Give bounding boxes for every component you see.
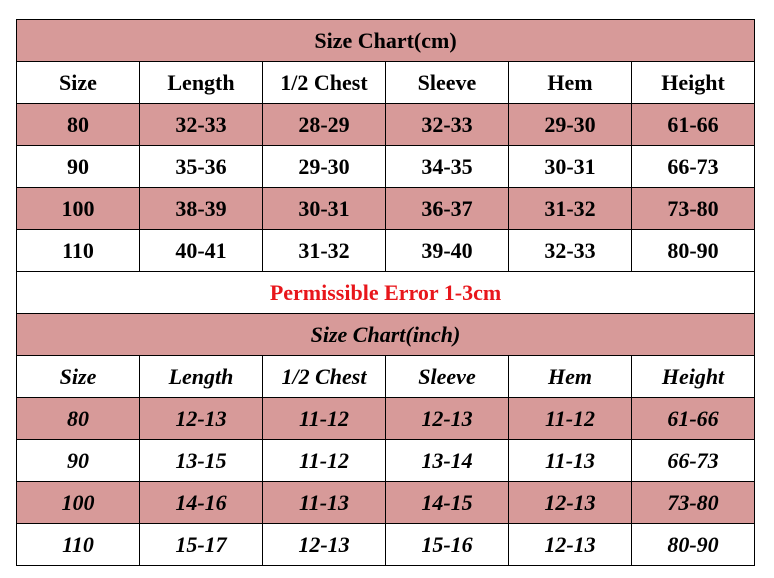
cm-cell-height: 80-90 bbox=[632, 230, 755, 272]
inch-chart-title: Size Chart(inch) bbox=[17, 314, 755, 356]
cm-header-height: Height bbox=[632, 62, 755, 104]
inch-cell-half-chest: 11-12 bbox=[263, 398, 386, 440]
inch-cell-size: 100 bbox=[17, 482, 140, 524]
inch-cell-height: 61-66 bbox=[632, 398, 755, 440]
inch-header-size: Size bbox=[17, 356, 140, 398]
table-row bbox=[17, 440, 755, 482]
inch-header-sleeve: Sleeve bbox=[386, 356, 509, 398]
inch-cell-height: 73-80 bbox=[632, 482, 755, 524]
cm-cell-height: 61-66 bbox=[632, 104, 755, 146]
cm-title-row bbox=[17, 20, 755, 62]
cm-cell-half-chest: 30-31 bbox=[263, 188, 386, 230]
inch-cell-size: 80 bbox=[17, 398, 140, 440]
cm-cell-size: 110 bbox=[17, 230, 140, 272]
cm-cell-hem: 31-32 bbox=[509, 188, 632, 230]
cm-cell-size: 80 bbox=[17, 104, 140, 146]
cm-cell-length: 40-41 bbox=[140, 230, 263, 272]
inch-cell-sleeve: 13-14 bbox=[386, 440, 509, 482]
size-chart-table bbox=[16, 19, 755, 566]
cm-header-hem: Hem bbox=[509, 62, 632, 104]
cm-cell-hem: 29-30 bbox=[509, 104, 632, 146]
cm-cell-length: 32-33 bbox=[140, 104, 263, 146]
inch-header-length: Length bbox=[140, 356, 263, 398]
inch-cell-size: 110 bbox=[17, 524, 140, 566]
inch-cell-hem: 11-12 bbox=[509, 398, 632, 440]
cm-cell-length: 38-39 bbox=[140, 188, 263, 230]
cm-cell-hem: 30-31 bbox=[509, 146, 632, 188]
cm-header-half-chest: 1/2 Chest bbox=[263, 62, 386, 104]
cm-chart-title: Size Chart(cm) bbox=[17, 20, 755, 62]
cm-cell-half-chest: 28-29 bbox=[263, 104, 386, 146]
cm-cell-hem: 32-33 bbox=[509, 230, 632, 272]
cm-header-row bbox=[17, 62, 755, 104]
inch-cell-length: 12-13 bbox=[140, 398, 263, 440]
inch-header-half-chest: 1/2 Chest bbox=[263, 356, 386, 398]
cm-cell-length: 35-36 bbox=[140, 146, 263, 188]
inch-header-hem: Hem bbox=[509, 356, 632, 398]
inch-cell-half-chest: 11-13 bbox=[263, 482, 386, 524]
inch-cell-hem: 12-13 bbox=[509, 524, 632, 566]
cm-cell-height: 73-80 bbox=[632, 188, 755, 230]
inch-cell-sleeve: 14-15 bbox=[386, 482, 509, 524]
table-row bbox=[17, 524, 755, 566]
cm-cell-sleeve: 39-40 bbox=[386, 230, 509, 272]
cm-header-sleeve: Sleeve bbox=[386, 62, 509, 104]
cm-cell-sleeve: 36-37 bbox=[386, 188, 509, 230]
cm-header-length: Length bbox=[140, 62, 263, 104]
cm-cell-size: 100 bbox=[17, 188, 140, 230]
cm-cell-size: 90 bbox=[17, 146, 140, 188]
inch-cell-height: 66-73 bbox=[632, 440, 755, 482]
inch-cell-half-chest: 12-13 bbox=[263, 524, 386, 566]
table-row bbox=[17, 188, 755, 230]
inch-title-row bbox=[17, 314, 755, 356]
inch-cell-length: 13-15 bbox=[140, 440, 263, 482]
inch-cell-length: 14-16 bbox=[140, 482, 263, 524]
cm-header-size: Size bbox=[17, 62, 140, 104]
table-row bbox=[17, 482, 755, 524]
cm-cell-sleeve: 32-33 bbox=[386, 104, 509, 146]
inch-cell-height: 80-90 bbox=[632, 524, 755, 566]
cm-cell-height: 66-73 bbox=[632, 146, 755, 188]
cm-cell-sleeve: 34-35 bbox=[386, 146, 509, 188]
permissible-error-note: Permissible Error 1-3cm bbox=[17, 272, 755, 314]
inch-cell-length: 15-17 bbox=[140, 524, 263, 566]
inch-cell-hem: 11-13 bbox=[509, 440, 632, 482]
table-row bbox=[17, 230, 755, 272]
inch-cell-hem: 12-13 bbox=[509, 482, 632, 524]
inch-header-height: Height bbox=[632, 356, 755, 398]
cm-cell-half-chest: 31-32 bbox=[263, 230, 386, 272]
inch-header-row bbox=[17, 356, 755, 398]
table-row bbox=[17, 146, 755, 188]
inch-cell-sleeve: 12-13 bbox=[386, 398, 509, 440]
inch-cell-half-chest: 11-12 bbox=[263, 440, 386, 482]
table-row bbox=[17, 398, 755, 440]
error-note-row bbox=[17, 272, 755, 314]
cm-cell-half-chest: 29-30 bbox=[263, 146, 386, 188]
table-row bbox=[17, 104, 755, 146]
inch-cell-size: 90 bbox=[17, 440, 140, 482]
inch-cell-sleeve: 15-16 bbox=[386, 524, 509, 566]
